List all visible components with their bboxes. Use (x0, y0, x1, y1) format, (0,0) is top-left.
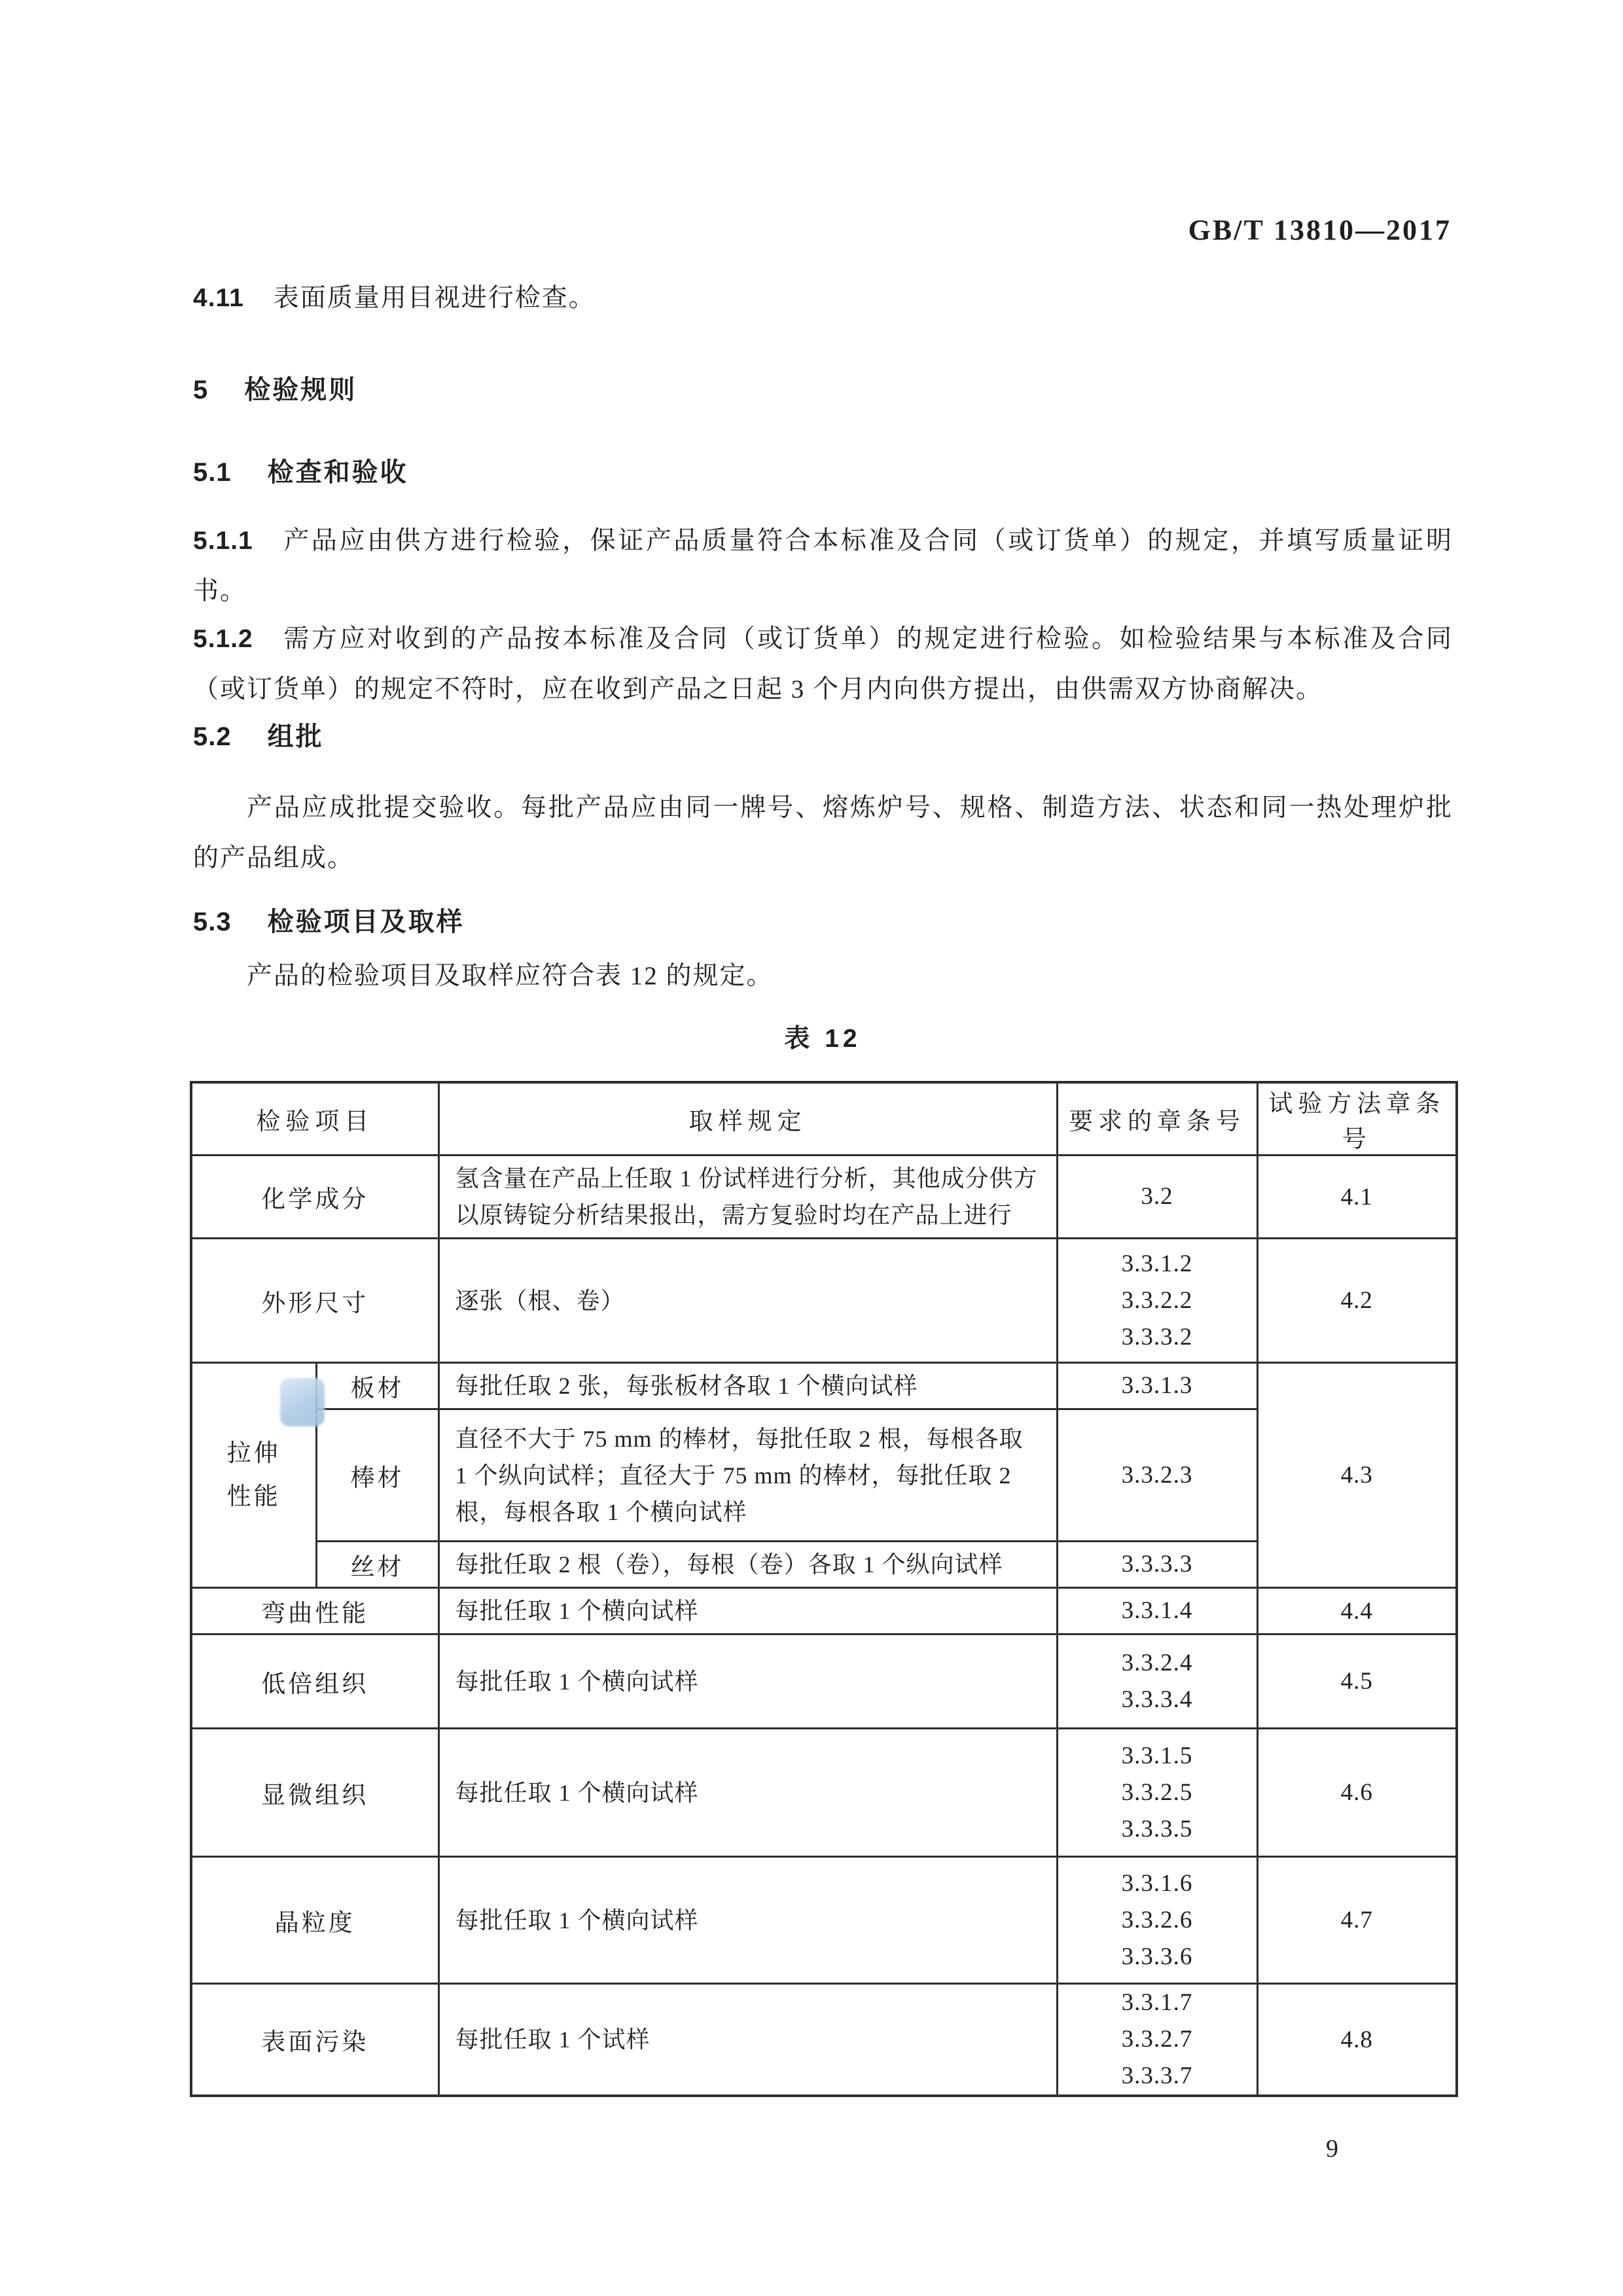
heading-5-3-title: 检验项目及取样 (267, 908, 465, 936)
cell-item: 表面污染 (191, 1984, 438, 2096)
cell-subitem: 丝材 (316, 1542, 438, 1588)
heading-5-number: 5 (193, 376, 209, 404)
heading-5 (193, 373, 357, 407)
cell-requirement (1057, 1984, 1257, 2096)
requirement-ref: 3.3.3.4 (1121, 1686, 1193, 1713)
clause-5-1-2 (193, 614, 1453, 715)
heading-5-3 (193, 905, 465, 939)
requirement-ref: 3.3.3.5 (1121, 1815, 1193, 1843)
requirement-ref: 3.3.1.6 (1121, 1869, 1193, 1897)
cell-requirement (1057, 1857, 1257, 1984)
cell-requirement (1057, 1634, 1257, 1729)
table-row-tensile-sheet (191, 1363, 1457, 1409)
table-row-bending (191, 1588, 1457, 1634)
requirement-ref: 3.3.1.4 (1121, 1597, 1193, 1624)
paragraph-5-3: 产品的检验项目及取样应符合表 12 的规定。 (247, 962, 774, 990)
heading-5-2 (193, 720, 324, 754)
clause-4-11-number: 4.11 (193, 284, 244, 312)
heading-5-2-title: 组批 (267, 722, 324, 751)
requirement-ref: 3.3.2.7 (1121, 2026, 1193, 2053)
table-row-macrostructure (191, 1634, 1457, 1729)
cell-sampling: 直径不大于 75 mm 的棒材，每批任取 2 根，每根各取 1 个纵向试样；直径大于 75 mm 的棒材，每批任取 2 根，每根各取 1 个横向试样 (438, 1409, 1057, 1542)
header-cell-item: 检验项目 (191, 1082, 438, 1156)
cell-sampling: 每批任取 1 个横向试样 (438, 1588, 1057, 1634)
requirement-ref: 3.3.2.2 (1121, 1286, 1193, 1314)
heading-5-title: 检验规则 (244, 376, 357, 404)
cell-requirement (1057, 1363, 1257, 1409)
table-12 (190, 1081, 1458, 2097)
clause-5-1-2-number: 5.1.2 (193, 625, 253, 653)
requirement-ref: 3.3.3.3 (1121, 1551, 1193, 1578)
clause-5-1-2-text: 需方应对收到的产品按本标准及合同（或订货单）的规定进行检验。如检验结果与本标准及合同（或订货单）的规定不符时，应在收到产品之日起 3 个月内向供方提出，由供需双方协商解决。 (193, 625, 1453, 703)
cell-requirement (1057, 1542, 1257, 1588)
cell-requirement (1057, 1239, 1257, 1363)
cell-method-tensile: 4.3 (1257, 1363, 1457, 1588)
clause-4-11 (193, 281, 1453, 315)
cell-item: 外形尺寸 (191, 1239, 438, 1363)
cell-sampling: 每批任取 2 张，每张板材各取 1 个横向试样 (438, 1363, 1057, 1409)
requirement-ref: 3.3.3.6 (1121, 1943, 1193, 1970)
heading-5-3-number: 5.3 (193, 908, 232, 936)
page-number: 9 (1326, 2135, 1338, 2163)
standard-number-header: GB/T 13810—2017 (1188, 214, 1452, 246)
table-row-microstructure (191, 1729, 1457, 1857)
cell-sampling: 每批任取 1 个试样 (438, 1984, 1057, 2096)
cell-item: 低倍组织 (191, 1634, 438, 1729)
cell-item: 弯曲性能 (191, 1588, 438, 1634)
cell-sampling: 每批任取 1 个横向试样 (438, 1857, 1057, 1984)
requirement-ref: 3.3.2.4 (1121, 1649, 1193, 1676)
table-row-chemical (191, 1156, 1457, 1239)
cell-subitem: 棒材 (316, 1409, 438, 1542)
header-cell-sampling: 取样规定 (438, 1082, 1057, 1156)
table-header-row (191, 1082, 1457, 1156)
cell-method: 4.6 (1257, 1729, 1457, 1857)
heading-5-1-number: 5.1 (193, 458, 232, 487)
cell-method: 4.4 (1257, 1588, 1457, 1634)
heading-5-1-title: 检查和验收 (267, 458, 408, 487)
clause-5-1-1-text: 产品应由供方进行检验，保证产品质量符合本标准及合同（或订货单）的规定，并填写质量证明书。 (193, 527, 1453, 605)
cell-item-tensile: 拉伸性能 (191, 1363, 316, 1588)
cell-method: 4.5 (1257, 1634, 1457, 1729)
requirement-ref: 3.2 (1141, 1183, 1173, 1210)
cell-sampling: 每批任取 1 个横向试样 (438, 1634, 1057, 1729)
table-row-grain-size (191, 1857, 1457, 1984)
requirement-ref: 3.3.2.5 (1121, 1778, 1193, 1806)
cell-requirement (1057, 1729, 1257, 1857)
requirement-ref: 3.3.1.3 (1121, 1372, 1193, 1399)
clause-4-11-text: 表面质量用目视进行检查。 (273, 284, 596, 312)
cell-requirement (1057, 1588, 1257, 1634)
cell-requirement (1057, 1409, 1257, 1542)
header-cell-method: 试验方法章条号 (1257, 1082, 1457, 1156)
heading-5-1 (193, 455, 408, 489)
cell-method: 4.2 (1257, 1239, 1457, 1363)
clause-5-1-1 (193, 516, 1453, 616)
cell-sampling: 每批任取 2 根（卷），每根（卷）各取 1 个纵向试样 (438, 1542, 1057, 1588)
table-row-surface-contamination (191, 1984, 1457, 2096)
requirement-ref: 3.3.3.7 (1121, 2062, 1193, 2089)
requirement-ref: 3.3.2.3 (1121, 1461, 1193, 1489)
requirement-ref: 3.3.1.2 (1121, 1250, 1193, 1277)
cell-requirement (1057, 1156, 1257, 1239)
header-cell-requirement: 要求的章条号 (1057, 1082, 1257, 1156)
table-row-dimensions (191, 1239, 1457, 1363)
heading-5-2-number: 5.2 (193, 722, 232, 751)
requirement-ref: 3.3.1.5 (1121, 1742, 1193, 1769)
table-12-caption: 表 12 (784, 1025, 861, 1053)
clause-5-1-1-number: 5.1.1 (193, 527, 253, 555)
cell-sampling: 逐张（根、卷） (438, 1239, 1057, 1363)
requirement-ref: 3.3.2.6 (1121, 1906, 1193, 1934)
cell-sampling: 氢含量在产品上任取 1 份试样进行分析，其他成分供方以原铸锭分析结果报出，需方复验时均在产品上进行 (438, 1156, 1057, 1239)
cell-method: 4.1 (1257, 1156, 1457, 1239)
cell-sampling: 每批任取 1 个横向试样 (438, 1729, 1057, 1857)
cell-subitem: 板材 (316, 1363, 438, 1409)
scan-watermark-blob (280, 1378, 325, 1426)
cell-item: 显微组织 (191, 1729, 438, 1857)
requirement-ref: 3.3.1.7 (1121, 1989, 1193, 2016)
cell-method: 4.8 (1257, 1984, 1457, 2096)
cell-method: 4.7 (1257, 1857, 1457, 1984)
requirement-ref: 3.3.3.2 (1121, 1323, 1193, 1351)
cell-item: 化学成分 (191, 1156, 438, 1239)
paragraph-5-2: 产品应成批提交验收。每批产品应由同一牌号、熔炼炉号、规格、制造方法、状态和同一热处理炉批的产品组成。 (193, 794, 1453, 872)
cell-item: 晶粒度 (191, 1857, 438, 1984)
